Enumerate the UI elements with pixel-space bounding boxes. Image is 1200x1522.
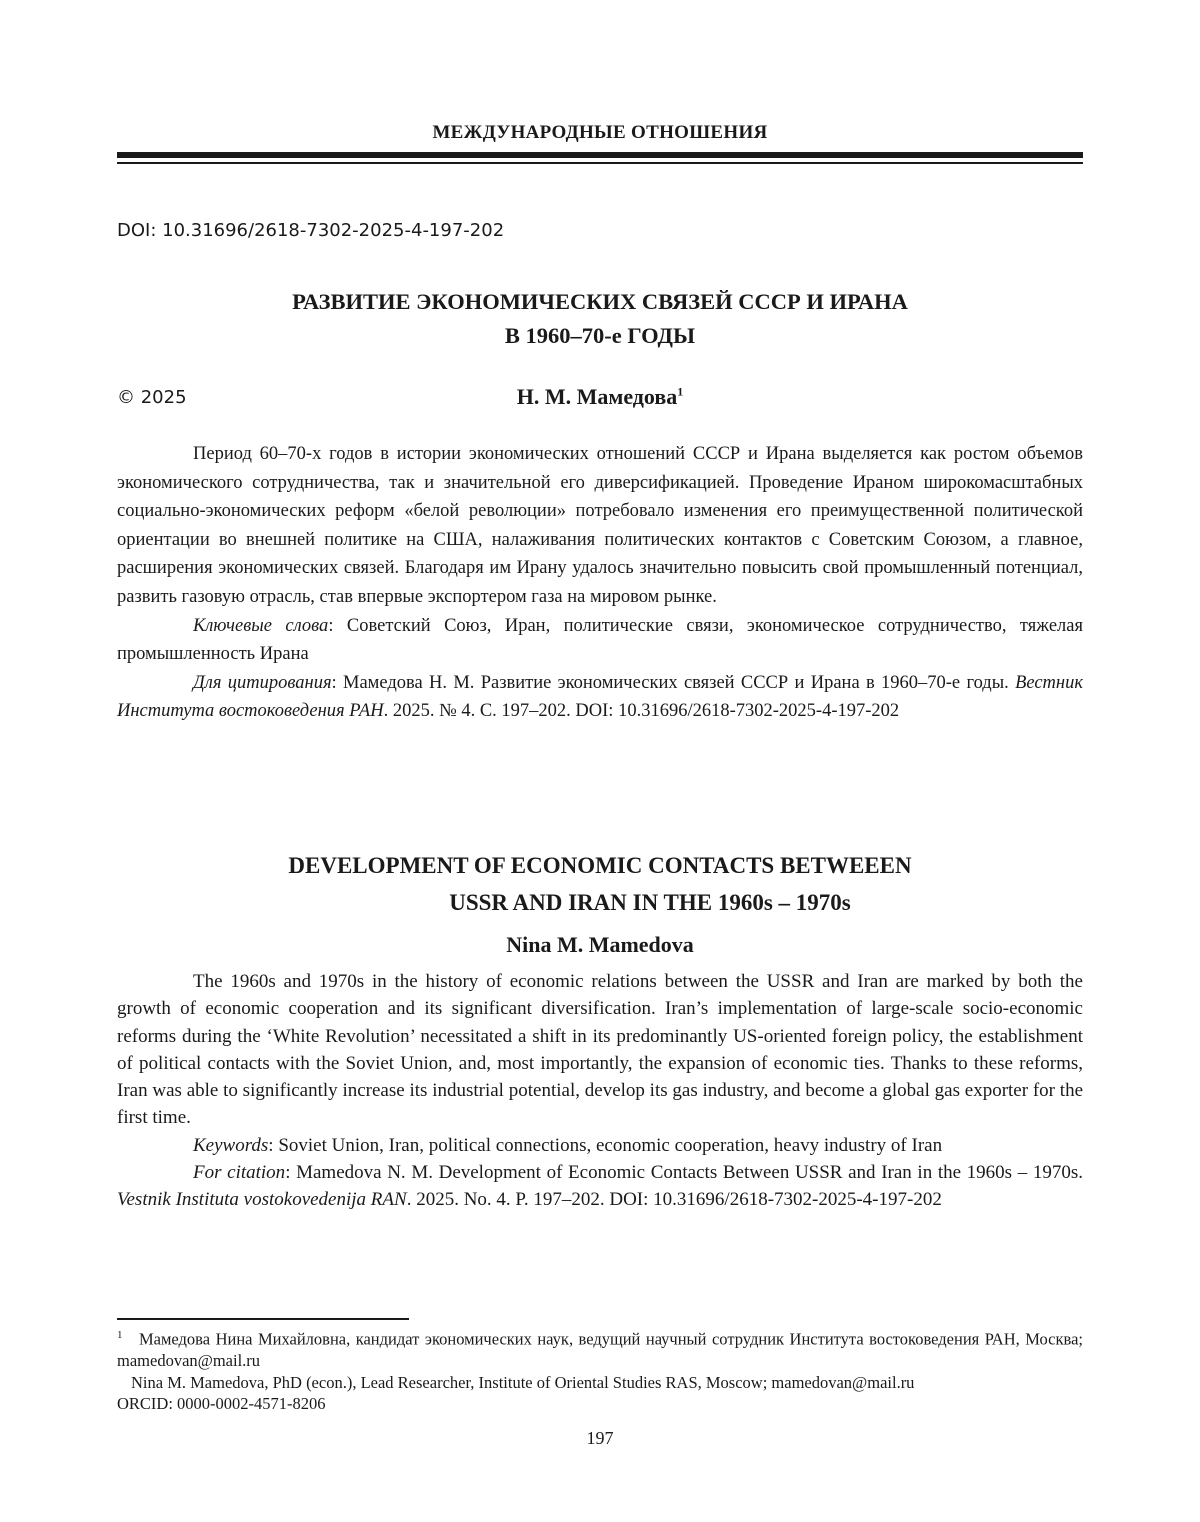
citation-en-journal: Vestnik Instituta vostokovedenija RAN: [117, 1189, 407, 1211]
abstract-en-text: The 1960s and 1970s in the history of economic relations between the USSR and Iran are marked by both the growth of economic cooperation and its significant diversification. Iran’s implementation of large-scale socio-economic reforms during the ‘White Revolution’ necessitated a shift in its predominantly US-oriented foreign policy, the establishment of political contacts with the Soviet Union, and, most importantly, the expansion of economic ties. Thanks to these reforms, Iran was able to significantly increase its industrial potential, develop its gas industry, and become a global gas exporter for the first time.: [117, 971, 1083, 1129]
footnote-rule: [117, 1318, 409, 1320]
footnote-mark: 1: [117, 1329, 123, 1341]
author-ru-name: Н. М. Мамедова: [516, 384, 678, 409]
title-en-line-1: DEVELOPMENT OF ECONOMIC CONTACTS BETWEEEN: [288, 853, 912, 878]
abstract-ru-text: Период 60–70-х годов в истории экономических отношений СССР и Ирана выделяется как ростом объемов экономического сотрудничества, так и значительной его диверсификацией. Проведение Ираном широкомасштабных социально-экономических реформ «белой революции» потребовало изменения его преимущественной политической ориентации во внешней политике на США, налаживания политических контактов с Советским Союзом, а главное, расширения экономических связей. Благодаря им Ирану удалось значительно повысить свой промышленный потенциал, развить газовую отрасль, став впервые экспортером газа на мировом рынке.: [117, 444, 1083, 607]
keywords-ru-text: : Советский Союз, Иран, политические связи, экономическое сотрудничество, тяжелая промышленность Ирана: [117, 615, 1083, 665]
citation-ru-label: Для цитирования: [193, 672, 332, 693]
title-ru-line-1: РАЗВИТИЕ ЭКОНОМИЧЕСКИХ СВЯЗЕЙ СССР И ИРАНА: [292, 289, 908, 314]
author-en: Nina M. Mamedova: [506, 932, 694, 957]
title-en-line-2: USSR AND IRAN IN THE 1960s – 1970s: [449, 890, 851, 915]
keywords-ru: [117, 612, 1083, 669]
citation-ru-text: : Мамедова Н. М. Развитие экономических связей СССР и Ирана в 1960–70-е годы.: [331, 672, 1016, 693]
citation-en-tail: . 2025. No. 4. P. 197–202. DOI: 10.31696/2618-7302-2025-4-197-202: [406, 1189, 942, 1211]
keywords-en-label: Keywords: [193, 1134, 269, 1156]
keywords-ru-label: Ключевые слова: [193, 615, 329, 636]
copyright: © 2025: [117, 387, 187, 408]
abstract-en: [117, 968, 1083, 1214]
author-ru: [117, 384, 1083, 410]
abstract-ru: [117, 440, 1083, 726]
footnotes: [117, 1325, 1083, 1415]
citation-ru: [117, 669, 1083, 726]
citation-en: [117, 1159, 1083, 1214]
footnote-ru-text: Мамедова Нина Михайловна, кандидат экономических наук, ведущий научный сотрудник Института востоковедения РАН, Москва; mamedovan@mail.ru: [117, 1329, 1083, 1370]
page-number: 197: [586, 1428, 614, 1448]
footnote-ref[interactable]: 1: [677, 384, 684, 399]
doi-line[interactable]: DOI: 10.31696/2618-7302-2025-4-197-202: [117, 220, 505, 241]
citation-ru-tail: . 2025. № 4. С. 197–202. DOI: 10.31696/2618-7302-2025-4-197-202: [383, 701, 900, 722]
citation-ru-journal: Вестник Института востоковедения РАН: [117, 672, 1083, 722]
article-title-ru: [117, 285, 1083, 353]
keywords-en-text: : Soviet Union, Iran, political connections, economic cooperation, heavy industry of Iran: [268, 1134, 943, 1156]
citation-en-text: : Mamedova N. M. Development of Economic Contacts Between USSR and Iran in the 1960s – 1970s.: [285, 1162, 1083, 1184]
section-header: МЕЖДУНАРОДНЫЕ ОТНОШЕНИЯ: [432, 122, 768, 143]
keywords-en: [117, 1132, 1083, 1159]
journal-page: [117, 0, 1083, 1522]
header-rule-thick: [117, 152, 1083, 158]
title-ru-line-2: В 1960–70-е ГОДЫ: [504, 323, 696, 348]
footnote-orcid[interactable]: ORCID: 0000-0002-4571-8206: [117, 1394, 326, 1413]
header-rule-thin: [117, 162, 1083, 164]
footnote-ru: [117, 1325, 1083, 1372]
footnote-en: Nina M. Mamedova, PhD (econ.), Lead Researcher, Institute of Oriental Studies RAS, Moscow; mamedovan@mail.ru: [131, 1372, 915, 1392]
citation-en-label: For citation: [193, 1162, 286, 1184]
article-title-en: [117, 847, 1083, 921]
